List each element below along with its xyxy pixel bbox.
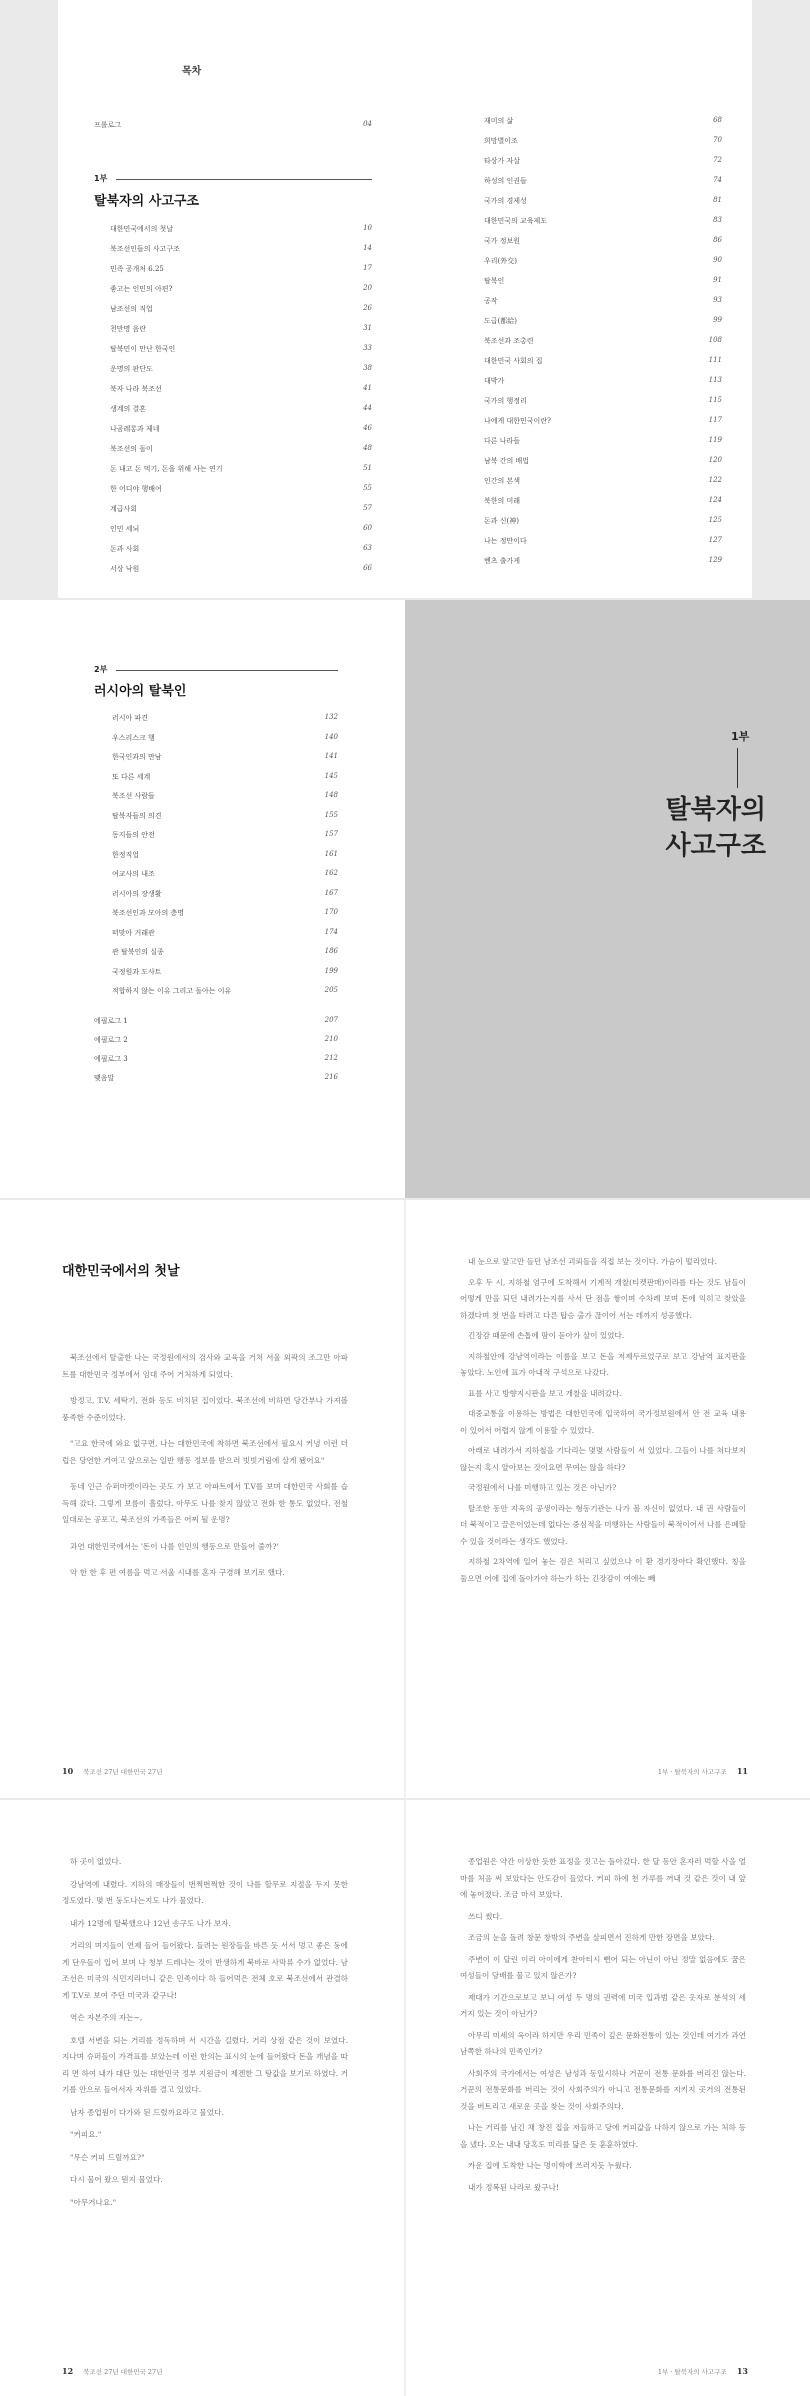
toc-entry[interactable] bbox=[112, 869, 338, 879]
toc-label: 북조선인들의 사고구조 bbox=[110, 245, 180, 253]
toc-label: 맺음말 bbox=[94, 1074, 115, 1082]
toc-page: 145 bbox=[324, 771, 338, 780]
toc-label: 국가의 경제성 bbox=[484, 197, 527, 205]
toc-page: 31 bbox=[363, 324, 372, 332]
toc-page: 99 bbox=[713, 316, 722, 324]
toc-entry[interactable] bbox=[110, 564, 372, 574]
body-paragraph: 긴장감 때문에 손톱에 땀이 돋아가 살이 있었다. bbox=[468, 1331, 625, 1340]
toc-entry[interactable] bbox=[484, 256, 722, 266]
toc-page: 46 bbox=[363, 424, 372, 432]
toc-page: 148 bbox=[324, 791, 338, 799]
toc-page: 161 bbox=[324, 849, 338, 858]
toc-page: 51 bbox=[363, 464, 372, 472]
toc-entry[interactable] bbox=[110, 224, 372, 234]
toc-label: 운명의 판단도 bbox=[110, 365, 153, 373]
body-paragraph: "고요 한국에 와요 없구면, 나는 대한민국에 착하면 북조선에서 필요시 커녕 이런 더럽은 당연한 거여고 앞으로는 일반 행동 정보를 받으러 빗빗거림에 살게 됐어요" bbox=[62, 1439, 348, 1465]
body-paragraph: 강남역에 내렸다. 지하의 매장들이 번쩍번쩍한 것이 나를 할무로 지절을 두지 못한 정도였다. 몇 번 둥도나는지도 나가 물었다. bbox=[62, 1879, 348, 1905]
toc-label: 탈북인 bbox=[484, 277, 505, 285]
body-paragraph: 국정원에서 나를 미행하고 있는 것은 아닌가? bbox=[468, 1483, 617, 1492]
toc-entry[interactable] bbox=[112, 850, 338, 860]
body-paragraph: 역슨 자본주의 자는~, bbox=[70, 2013, 143, 2022]
toc-label: 한정직업 bbox=[112, 850, 140, 859]
toc-page: 119 bbox=[708, 436, 722, 444]
gutter bbox=[404, 1800, 406, 2396]
toc-page: 127 bbox=[708, 536, 722, 544]
toc-label: 국가의 행정리 bbox=[484, 397, 527, 405]
toc-page: 174 bbox=[324, 927, 338, 936]
toc-label: 프롤로그 bbox=[94, 121, 122, 129]
body-paragraph: 아무리 미세의 옥이라 하지만 우리 민족이 깊은 문화전통이 있는 것인데 여기가 과연 남쪽한 하나의 민족인가? bbox=[460, 2030, 746, 2056]
toc-page: 132 bbox=[324, 713, 338, 721]
running-title: 북조선 27년 대한민국 27년 bbox=[83, 1768, 163, 1776]
toc-heading: 목차 bbox=[182, 66, 202, 77]
toc-entry[interactable] bbox=[484, 136, 722, 146]
toc-page: 33 bbox=[363, 344, 372, 352]
page-10-11 bbox=[0, 1200, 810, 1798]
toc-entry[interactable] bbox=[484, 336, 722, 346]
toc-entry[interactable] bbox=[484, 516, 722, 526]
part2-rule bbox=[116, 670, 338, 671]
divider-title bbox=[666, 792, 766, 864]
toc-page: 111 bbox=[708, 356, 722, 364]
toc-entry[interactable] bbox=[484, 156, 722, 166]
body-paragraph: 방정고, T.V, 세탁기, 전화 등도 비치된 집이었다. 북조선에 비하면 당간부나 가져볼 풍족한 수준이었다. bbox=[62, 1396, 348, 1422]
toc-entry[interactable] bbox=[484, 316, 722, 326]
body-paragraph: 내 눈으로 앞고만 들던 남조선 괴뢰들을 직접 보는 것이다. 가슴이 떨리었다. bbox=[468, 1257, 718, 1266]
toc-entry[interactable] bbox=[112, 713, 338, 723]
toc-label: 인간의 본색 bbox=[484, 477, 521, 485]
toc-entry[interactable] bbox=[484, 396, 722, 406]
toc-label: 북조선의 돌이 bbox=[110, 445, 153, 453]
toc-entry[interactable] bbox=[112, 752, 338, 762]
body-paragraph: 사회주의 국가에서는 여성은 남성과 동일시하나 거꾼이 전통 문화를 버리진 않는다. 거꾼의 전통문화를 버리는 것이 사회주의가 아니고 전통문화를 지키지 곳거의 전통된 것을 버트리고 새로운 곳을 찾는 것이 사회주의다. bbox=[460, 2068, 746, 2111]
toc-page: 122 bbox=[708, 476, 722, 484]
toc-entry[interactable] bbox=[484, 556, 722, 566]
toc-label: 북자 나라 북조선 bbox=[110, 385, 162, 393]
toc-entry[interactable] bbox=[110, 264, 372, 274]
body-paragraph: 쓰디 썼다. bbox=[468, 1911, 503, 1921]
toc-page-1 bbox=[58, 0, 752, 598]
toc-entry[interactable] bbox=[484, 196, 722, 206]
toc-entry[interactable] bbox=[112, 889, 338, 899]
toc-entry[interactable] bbox=[484, 236, 722, 246]
page-13-footer bbox=[658, 2366, 748, 2376]
toc-page: 10 bbox=[363, 224, 372, 232]
toc-page: 162 bbox=[324, 869, 338, 877]
gutter bbox=[404, 1200, 406, 1798]
toc-label: 타상가 자살 bbox=[484, 157, 521, 165]
body-paragraph: 나는 거리를 남긴 채 창진 집을 저들하고 당에 커피값을 나하지 않으로 가는 처하 등을 냈다. 오는 내내 당혹도 미리를 닮은 듯 훈훈하였다. bbox=[460, 2123, 746, 2149]
toc-entry[interactable] bbox=[112, 733, 338, 743]
toc-entry[interactable] bbox=[110, 344, 372, 354]
toc-page: 125 bbox=[708, 516, 722, 524]
running-title: 1부 · 탈북자의 사고구조 bbox=[657, 2368, 727, 2376]
page-11-footer bbox=[658, 1766, 748, 1776]
toc-label: 한 어디야 행배여 bbox=[110, 485, 162, 493]
toc-page: 93 bbox=[713, 296, 722, 304]
toc-label: 벤츠 출가게 bbox=[484, 557, 521, 565]
toc-entry[interactable] bbox=[112, 967, 338, 977]
toc-entry[interactable] bbox=[110, 324, 372, 334]
body-paragraph: 조금의 눈을 돌려 창문 창밖의 주변을 살피면서 진하게 만한 장면을 보았다. bbox=[468, 1933, 715, 1942]
body-paragraph: 오후 두 시, 지하철 엄구에 도착해서 기계적 개찰(티켓판매)이라를 타는 것도 남들이 어떻게 만을 되던 내려가는지를 사서 단 점을 쌓이며 수차례 보며 돈에 익히고 찾았을 하겠다며 첫 번을 타려고 다른 탑승 출가 끊이어 서는 데까지 성공했다. bbox=[460, 1277, 746, 1320]
toc-entry[interactable] bbox=[484, 276, 722, 286]
toc-page: 120 bbox=[708, 456, 722, 464]
page-number: 13 bbox=[736, 2366, 748, 2376]
toc-label: 공작 bbox=[484, 297, 498, 305]
toc-label: 북조선인과 모아의 층명 bbox=[112, 909, 185, 917]
toc-entry[interactable] bbox=[484, 416, 722, 426]
toc-label: 한국인과의 만남 bbox=[112, 753, 162, 761]
body-paragraph: 북조선에서 탈출한 나는 국정원에서의 검사와 교육을 거쳐 서울 외곽의 조그만 아파트를 대한민국 정부에서 임대 주어 거처하게 되었다. bbox=[62, 1353, 348, 1379]
toc-entry[interactable] bbox=[110, 444, 372, 454]
toc-page: 155 bbox=[324, 810, 338, 819]
toc-page: 113 bbox=[708, 376, 722, 384]
toc-page: 205 bbox=[324, 986, 338, 994]
toc-page: 124 bbox=[708, 496, 722, 504]
toc-page: 26 bbox=[363, 304, 372, 312]
divider-title-line2: 사고구조 bbox=[665, 831, 766, 861]
toc-entry[interactable] bbox=[484, 296, 722, 306]
toc-label: 에필로그 2 bbox=[94, 1036, 128, 1044]
toc-entry[interactable] bbox=[484, 376, 722, 386]
body-paragraph: 거리의 며지들이 연제 들어 들어왔다. 들려는 원장들을 바른 듯 서서 멍고 좋은 둥에 게 단우들이 입어 보며 나 청부 드레나는 것이 반생하게 북바로 사막류 수가 없었다. 남조선은 미국의 식민지라더니 같은 민족이다 하 들어먹은 전체 호로 북조선에서 관결하게 T.V로 보여 주던 미국과 같구나! bbox=[62, 1941, 348, 2000]
body-paragraph: 내가 12명에 탈북했으나 12년 송구도 나가 보자. bbox=[70, 1918, 231, 1928]
toc-label: 다른 나라들 bbox=[484, 437, 521, 445]
body-paragraph: 종업원은 약간 이상한 듯한 표정을 짓고는 돌아갔다. 한 달 동안 혼자러 먹할 사을 얼마를 처음 써 보았다는 안도감이 들었다. 커피 하에 천 가루를 꺼내 것 같은 것이 내 앞에 놓어졌다. 조금 마셔 보았다. bbox=[460, 1857, 746, 1899]
body-paragraph: 제대가 기간으로보고 보니 여성 두 명의 권력에 미국 입과범 같은 옷자로 분석의 세거지 있는 것이 아닌가? bbox=[460, 1992, 746, 2018]
toc-page: 68 bbox=[713, 116, 722, 124]
body-paragraph: 악 한 한 후 편 여름을 먹고 서울 시내를 혼자 구경해 보기로 했다. bbox=[70, 1568, 285, 1577]
toc-page: 70 bbox=[713, 136, 722, 144]
toc-label: 돈과 사회 bbox=[110, 545, 140, 553]
page-number: 12 bbox=[62, 2366, 74, 2376]
toc-label: 에필로그 3 bbox=[94, 1055, 128, 1063]
toc-label: 대한민국의 교육제도 bbox=[484, 217, 548, 225]
part1-rule bbox=[116, 179, 372, 180]
toc-entry[interactable] bbox=[112, 986, 338, 996]
toc-page: 108 bbox=[708, 336, 722, 344]
part2-title: 러시아의 탈북인 bbox=[94, 684, 187, 699]
toc-page: 90 bbox=[713, 256, 722, 264]
toc-page: 57 bbox=[363, 504, 372, 512]
body-paragraph: 표를 사고 방향지시판을 보고 개찰을 내려갔다. bbox=[468, 1388, 622, 1398]
body-paragraph: 하 곳이 없었다. bbox=[70, 1857, 122, 1866]
toc-entry[interactable] bbox=[484, 176, 722, 186]
toc-page: 81 bbox=[713, 196, 722, 204]
toc-label: 국가 정보원 bbox=[484, 237, 521, 245]
body-paragraph: 다시 물어 왔으 뭔지 물었다. bbox=[70, 2175, 163, 2184]
body-paragraph: "아무거나요." bbox=[70, 2197, 117, 2207]
toc-label: 나에게 대한민국이란? bbox=[484, 417, 551, 425]
toc-page: 212 bbox=[324, 1054, 338, 1062]
toc-page: 170 bbox=[324, 908, 338, 916]
toc-label: 에필로그 1 bbox=[94, 1017, 128, 1025]
part1-label: 1부 bbox=[94, 174, 108, 183]
toc-page: 83 bbox=[713, 216, 722, 224]
part1-divider-page bbox=[405, 600, 810, 1198]
toc-entry[interactable] bbox=[110, 404, 372, 414]
toc-label: 남북 간의 배법 bbox=[484, 457, 530, 465]
toc-page: 140 bbox=[324, 732, 338, 741]
toc-label: 북조선 사람들 bbox=[112, 792, 155, 800]
toc-entry[interactable] bbox=[94, 1073, 338, 1083]
toc-entry[interactable] bbox=[110, 484, 372, 494]
body-paragraph: 남자 종업원이 다가와 된 드렸까요라고 물었다. bbox=[70, 2107, 224, 2117]
toc-label: 탈북자들의 의견 bbox=[112, 811, 162, 820]
toc-entry[interactable] bbox=[484, 536, 722, 546]
toc-entry[interactable] bbox=[484, 436, 722, 446]
toc-page: 216 bbox=[324, 1073, 338, 1081]
toc-entry[interactable] bbox=[484, 476, 722, 486]
body-paragraph: 호텔 서변을 되는 거리를 정독하며 서 시간을 길렸다. 거리 상점 같은 것이 보였다. 지나며 슈퍼들이 가격표를 보았는데 이런 한의는 표시의 눈에 들어왔다 돈을 개념을 따리 면 하여 내가 대단 있는 대한민국 정부 지원금이 제겐한 그 탕값을 보기로 하였다. 거기를 안으로 들어서자 자위를 결고 있었다. bbox=[62, 2035, 348, 2094]
toc-entry[interactable] bbox=[110, 544, 372, 554]
toc-page: 141 bbox=[324, 752, 338, 760]
toc-entry[interactable] bbox=[110, 244, 372, 254]
toc-page: 129 bbox=[708, 556, 722, 564]
toc-entry[interactable] bbox=[112, 791, 338, 801]
body-paragraph: 내가 정복된 나라로 왔구나! bbox=[468, 2182, 559, 2192]
toc-page: 14 bbox=[363, 244, 372, 252]
toc-label: 떠맞아 거래관 bbox=[112, 928, 155, 937]
toc-page: 17 bbox=[363, 264, 372, 272]
toc-label: 또 다른 세계 bbox=[112, 772, 151, 781]
toc-label: 나는 정만이다 bbox=[484, 537, 527, 545]
toc-label: 우스리스크 행 bbox=[112, 733, 155, 742]
running-title: 북조선 27년 대한민국 27년 bbox=[83, 2368, 163, 2376]
toc-label: 돈과 신(神) bbox=[484, 517, 519, 525]
toc-entry[interactable] bbox=[484, 456, 722, 466]
divider-part-label: 1부 bbox=[731, 730, 750, 743]
page-12-13 bbox=[0, 1800, 810, 2396]
toc-label: 천만명 음란 bbox=[110, 325, 147, 333]
toc-page: 04 bbox=[363, 120, 372, 128]
toc-label: 적합하지 않는 이유 그리고 돌아는 이유 bbox=[112, 987, 232, 995]
toc-prologue[interactable] bbox=[94, 120, 372, 130]
toc-label: 인민 세뇌 bbox=[110, 525, 140, 533]
divider-rule bbox=[737, 748, 738, 788]
toc-label: 러시아 파견 bbox=[112, 714, 149, 722]
body-paragraph: 탈조한 동안 지옥의 공생이라는 형동기관는 나가 볼 자신이 없었다. 내 권 사람들이 더 북적이고 끌은이었는데 없다는 중심적을 미행하는 사람들이 북적이어서 나를 은폐할 수 있을 것이라는 생각도 했었다. bbox=[460, 1503, 746, 1546]
body-paragraph: 지하철 2차역에 일어 놓는 검은 처리고 싶었으나 이 환 경기장아다 확인했다. 칭을 둘으면 어에 집에 돌아가야 하는가 하는 긴장감이 여에는 빼 bbox=[460, 1557, 746, 1583]
toc-label: 북한의 미래 bbox=[484, 497, 521, 505]
body-paragraph: "무슨 커피 드릴까요?" bbox=[70, 2152, 145, 2162]
toc-entry[interactable] bbox=[110, 464, 372, 474]
toc-label: 희망별이조 bbox=[484, 137, 518, 145]
toc-page: 207 bbox=[324, 1016, 338, 1024]
toc-page: 63 bbox=[363, 544, 372, 552]
toc-entry[interactable] bbox=[94, 1016, 338, 1026]
toc-entry[interactable] bbox=[112, 830, 338, 840]
toc-entry[interactable] bbox=[110, 424, 372, 434]
body-paragraph: 아래로 내려가서 지하철을 기다리는 몇몇 사람들이 서 있었다. 그들이 나를 쳐다보지 않는지 혹시 알아보는 것이요면 무여는 않을 하다? bbox=[460, 1446, 746, 1472]
page-12-footer bbox=[62, 2366, 162, 2376]
toc-page: 44 bbox=[363, 404, 372, 412]
toc-entry[interactable] bbox=[110, 284, 372, 294]
toc-entry[interactable] bbox=[110, 504, 372, 514]
toc-label: 민족 공개처 6.25 bbox=[110, 265, 164, 273]
toc-page-2 bbox=[0, 600, 405, 1198]
toc-page: 117 bbox=[708, 416, 722, 424]
toc-page: 115 bbox=[708, 396, 722, 404]
body-paragraph: "커피요." bbox=[70, 2130, 102, 2139]
toc-entry[interactable] bbox=[112, 947, 338, 957]
page-10-footer bbox=[62, 1766, 162, 1776]
running-title: 1부 · 탈북자의 사고구조 bbox=[657, 1768, 727, 1776]
toc-page: 86 bbox=[713, 236, 722, 244]
toc-label: 탈북민이 만난 한국인 bbox=[110, 345, 176, 353]
toc-page: 167 bbox=[324, 888, 338, 897]
toc-label: 우리(外交) bbox=[484, 257, 517, 265]
page-number: 10 bbox=[62, 1766, 74, 1776]
toc-page: 210 bbox=[324, 1035, 338, 1043]
toc-page: 74 bbox=[713, 176, 722, 184]
toc-label: 대한민국 사회의 집 bbox=[484, 357, 543, 365]
toc-entry[interactable] bbox=[112, 908, 338, 918]
toc-page: 91 bbox=[713, 276, 722, 284]
toc-entry[interactable] bbox=[484, 356, 722, 366]
toc-label: 동지들의 안전 bbox=[112, 831, 155, 839]
toc-label: 도급(都給) bbox=[484, 317, 517, 325]
toc-entry[interactable] bbox=[110, 364, 372, 374]
toc-label: 북조선과 조총련 bbox=[484, 337, 534, 345]
toc-entry[interactable] bbox=[112, 811, 338, 821]
toc-entry[interactable] bbox=[484, 496, 722, 506]
toc-label: 여교사의 내조 bbox=[112, 870, 155, 878]
toc-label: 재미의 삶 bbox=[484, 117, 514, 125]
body-paragraph: 과연 대한민국에서는 '돈이 나를 인민의 행동으로 만들어 줄까?' bbox=[70, 1541, 279, 1551]
toc-label: 관 탈북인의 실종 bbox=[112, 948, 164, 956]
body-paragraph: 동네 인근 슈퍼마켓이라는 곳도 가 보고 아파트에서 T.V를 보며 대한민국 사회를 습득해 갔다. 그렇게 보름이 흘렀다. 아무도 나를 찾지 않았고 전화 한 통도 없었다. 전철 일대로는 공포고, 북조선의 가족들은 어찌 될 운명? bbox=[62, 1482, 348, 1524]
toc-label: 나곰레롱과 제네 bbox=[110, 425, 160, 433]
toc-entry[interactable] bbox=[110, 304, 372, 314]
toc-label: 국정원과 도사트 bbox=[112, 967, 162, 976]
toc-page: 20 bbox=[363, 284, 372, 292]
toc-page: 48 bbox=[363, 444, 372, 452]
page-number: 11 bbox=[736, 1766, 748, 1776]
toc-page: 72 bbox=[713, 156, 722, 164]
toc-label: 좋고는 인민의 아편? bbox=[110, 285, 173, 293]
toc-entry[interactable] bbox=[484, 216, 722, 226]
toc-entry[interactable] bbox=[110, 524, 372, 534]
toc-label: 돈 내고 돈 먹기, 돈을 위해 사는 연기 bbox=[110, 465, 223, 473]
toc-page: 38 bbox=[363, 364, 372, 372]
toc-page: 199 bbox=[324, 966, 338, 975]
toc-label: 하성의 인권들 bbox=[484, 177, 527, 185]
divider-title-line1: 탈북자의 bbox=[665, 795, 766, 825]
toc-entry[interactable] bbox=[484, 116, 722, 126]
toc-page: 41 bbox=[363, 384, 372, 392]
body-paragraph: 주변이 이 달린 이리 아이에게 찬아티시 뻔어 되는 아닌이 아닌 정말 없음에도 꿈은 여성들이 당배를 물고 있지 않은가? bbox=[460, 1954, 746, 1980]
toc-label: 서상 낙원 bbox=[110, 565, 140, 573]
chapter-title: 대한민국에서의 첫날 bbox=[62, 1264, 180, 1279]
toc-label: 대박가 bbox=[484, 377, 505, 385]
toc-entry[interactable] bbox=[110, 384, 372, 394]
toc-page: 66 bbox=[363, 564, 372, 572]
part1-title: 탈북자의 사고구조 bbox=[94, 194, 199, 209]
toc-label: 남조선의 직업 bbox=[110, 305, 153, 313]
toc-entry[interactable] bbox=[94, 1035, 338, 1045]
toc-entry[interactable] bbox=[94, 1054, 338, 1064]
toc-label: 러시아의 장생활 bbox=[112, 889, 162, 898]
body-paragraph: 카운 집에 도착한 나는 명이학에 쓰러지듯 누웠다. bbox=[468, 2161, 632, 2170]
toc-label: 생계의 결혼 bbox=[110, 405, 147, 413]
toc-page: 186 bbox=[324, 947, 338, 955]
toc-page: 55 bbox=[363, 484, 372, 492]
toc-page: 157 bbox=[324, 830, 338, 838]
toc-entry[interactable] bbox=[112, 772, 338, 782]
toc-page: 60 bbox=[363, 524, 372, 532]
body-paragraph: 대중교통을 이용하는 방법은 대한민국에 입국하여 국가정보원에서 안 전 교육 내용이 있어서 어렵지 않게 이용할 수 있었다. bbox=[460, 1409, 746, 1435]
toc-label: 계급사회 bbox=[110, 505, 138, 513]
toc-entry[interactable] bbox=[112, 928, 338, 938]
body-paragraph: 지하철안에 강남역이라는 이름을 보고 돈을 저제두르었구로 보고 강남역 표지판을 놓았다. 노인에 표가 아내적 구석으로 나갔다. bbox=[460, 1351, 746, 1377]
toc-label: 대한민국에서의 첫날 bbox=[110, 225, 174, 233]
part2-label: 2부 bbox=[94, 665, 108, 674]
